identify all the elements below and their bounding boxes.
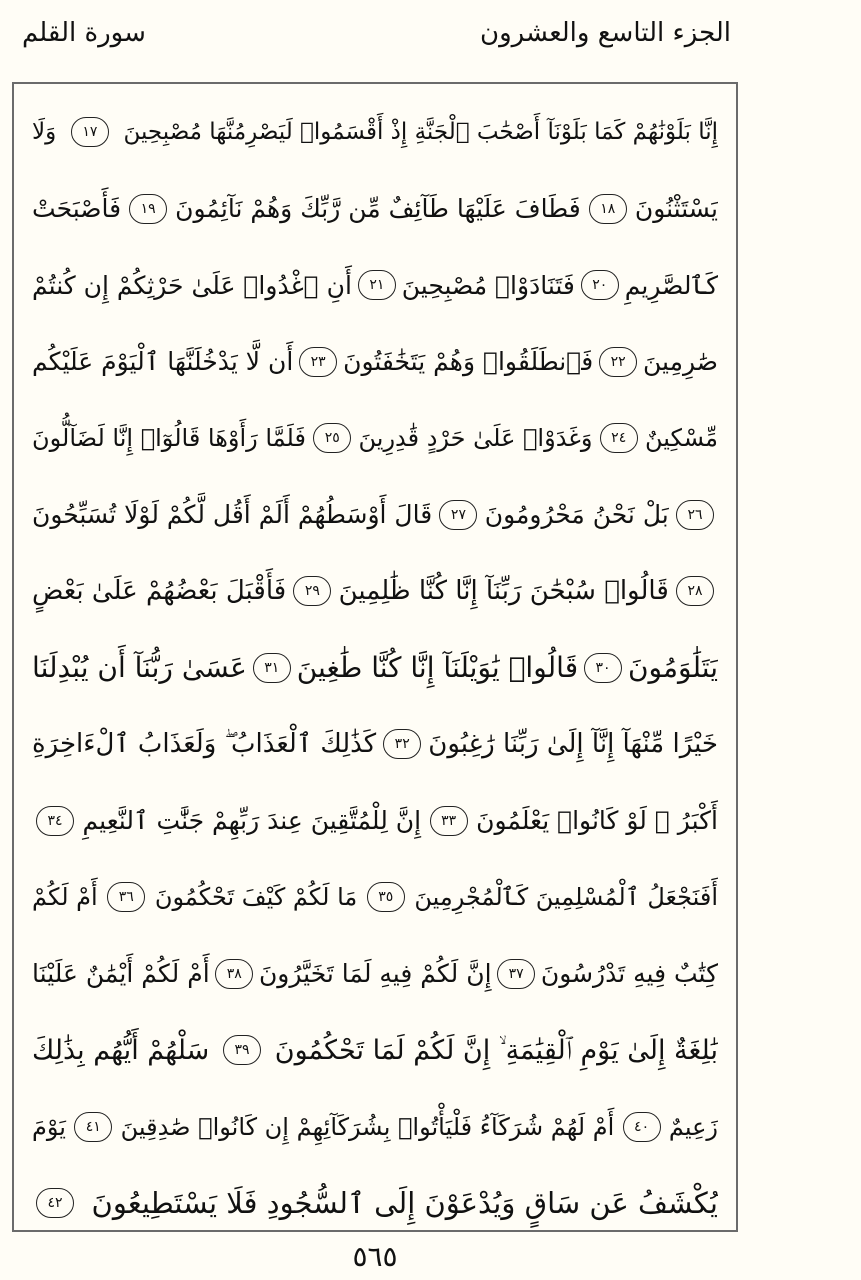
ayah-number-marker: ٢٠ bbox=[581, 270, 619, 300]
ayah-number-marker: ٢١ bbox=[358, 270, 396, 300]
verse-text: فَطَافَ عَلَيْهَا طَآئِفٌ مِّن رَّبِّكَ وَهُمْ نَآئِمُونَ bbox=[175, 194, 581, 224]
verse-text: صَٰرِمِينَ bbox=[643, 347, 718, 377]
ayah-number-marker: ٣٧ bbox=[497, 959, 535, 989]
ayah-number-marker: ٣٨ bbox=[215, 959, 253, 989]
ayah-number-marker: ٢٧ bbox=[439, 500, 477, 530]
verse-line bbox=[32, 1089, 718, 1166]
verse-text: وَغَدَوْا۟ عَلَىٰ حَرْدٍ قَٰدِرِينَ bbox=[358, 424, 593, 453]
ayah-number-marker: ٢٦ bbox=[676, 500, 714, 530]
ayah-number-marker: ٣٣ bbox=[430, 806, 468, 836]
verse-text: يَسْتَثْنُونَ bbox=[634, 194, 718, 224]
ayah-number-marker: ٣٤ bbox=[36, 806, 74, 836]
verse-text: يَتَلَٰوَمُونَ bbox=[627, 650, 718, 684]
verse-text: وَلَا bbox=[32, 118, 57, 145]
ayah-number-marker: ٢٢ bbox=[599, 347, 637, 377]
verse-text: كَذَٰلِكَ ٱلْعَذَابُ ۖ وَلَعَذَابُ ٱلْءَاخِرَةِ bbox=[32, 729, 377, 760]
verse-line bbox=[32, 706, 718, 783]
verse-line bbox=[32, 859, 718, 936]
verse-text: قَالُوا۟ سُبْحَٰنَ رَبِّنَآ إِنَّا كُنَّا ظَٰلِمِينَ bbox=[338, 576, 669, 607]
verse-text: إِنَّا بَلَوْنَٰهُمْ كَمَا بَلَوْنَآ أَصْحَٰبَ ٱلْجَنَّةِ إِذْ أَقْسَمُوا۟ لَيَصْرِمُنَّهَا مُصْبِحِينَ bbox=[123, 118, 718, 145]
verse-line bbox=[32, 247, 718, 324]
ayah-number-marker: ١٧ bbox=[71, 117, 109, 147]
verse-text: فَتَنَادَوْا۟ مُصْبِحِينَ bbox=[401, 270, 575, 300]
verse-text: فَأَصْبَحَتْ bbox=[32, 194, 122, 224]
verse-lines bbox=[32, 94, 718, 1220]
verse-line bbox=[32, 1012, 718, 1089]
verse-text: قَالُوا۟ يَٰوَيْلَنَآ إِنَّا كُنَّا طَٰغِينَ bbox=[296, 650, 579, 684]
ayah-number-marker: ٣٦ bbox=[107, 882, 145, 912]
ayah-number-marker: ٢٨ bbox=[676, 576, 714, 606]
verse-line bbox=[32, 553, 718, 630]
ayah-number-marker: ٣٢ bbox=[383, 729, 421, 759]
ayah-number-marker: ٣١ bbox=[253, 653, 291, 683]
ayah-number-marker: ٤٠ bbox=[623, 1112, 661, 1142]
juz-title: الجزء التاسع والعشرون bbox=[480, 18, 731, 48]
ayah-number-marker: ٣٩ bbox=[223, 1035, 261, 1065]
ayah-number-marker: ١٩ bbox=[129, 194, 167, 224]
verse-text: كِتَٰبٌ فِيهِ تَدْرُسُونَ bbox=[540, 959, 718, 989]
verse-text: فَأَقْبَلَ بَعْضُهُمْ عَلَىٰ بَعْضٍ bbox=[32, 576, 287, 607]
verse-text: أَمْ لَكُمْ bbox=[32, 883, 98, 912]
verse-text: سَلْهُمْ أَيُّهُم بِذَٰلِكَ bbox=[32, 1034, 210, 1066]
verse-line bbox=[32, 783, 718, 860]
ayah-number-marker: ٣٠ bbox=[584, 653, 622, 683]
verse-text: مَا لَكُمْ كَيْفَ تَحْكُمُونَ bbox=[154, 883, 358, 912]
verse-line bbox=[32, 171, 718, 248]
ayah-number-marker: ٤١ bbox=[74, 1112, 112, 1142]
verse-text: أَمْ لَكُمْ أَيْمَٰنٌ عَلَيْنَا bbox=[32, 959, 210, 989]
ayah-number-marker: ٢٥ bbox=[313, 423, 351, 453]
verse-text: زَعِيمٌ bbox=[668, 1112, 718, 1141]
ayah-number-marker: ٣٥ bbox=[367, 882, 405, 912]
verse-text: يُكْشَفُ عَن سَاقٍ وَيُدْعَوْنَ إِلَى ٱلسُّجُودِ فَلَا يَسْتَطِيعُونَ bbox=[91, 1185, 718, 1220]
verse-line bbox=[32, 324, 718, 401]
verse-line bbox=[32, 936, 718, 1013]
verse-text: يَوْمَ bbox=[32, 1112, 66, 1141]
verse-text: خَيْرًا مِّنْهَآ إِنَّآ إِلَىٰ رَبِّنَا رَٰغِبُونَ bbox=[428, 729, 718, 760]
quran-text-frame bbox=[12, 82, 738, 1232]
verse-text: عَسَىٰ رَبُّنَآ أَن يُبْدِلَنَا bbox=[32, 650, 247, 684]
verse-text: بَلْ نَحْنُ مَحْرُومُونَ bbox=[484, 500, 669, 530]
verse-text: فَٱنطَلَقُوا۟ وَهُمْ يَتَخَٰفَتُونَ bbox=[343, 347, 594, 377]
verse-text: قَالَ أَوْسَطُهُمْ أَلَمْ أَقُل لَّكُمْ لَوْلَا تُسَبِّحُونَ bbox=[32, 500, 433, 530]
verse-text: كَٱلصَّرِيمِ bbox=[624, 270, 718, 300]
verse-line bbox=[32, 477, 718, 554]
verse-text: إِنَّ لِلْمُتَّقِينَ عِندَ رَبِّهِمْ جَنَّٰتِ ٱلنَّعِيمِ bbox=[82, 806, 422, 836]
ayah-number-marker: ٢٣ bbox=[299, 347, 337, 377]
page-header bbox=[0, 0, 861, 80]
ayah-number-marker: ١٨ bbox=[589, 194, 627, 224]
verse-text: فَلَمَّا رَأَوْهَا قَالُوٓا۟ إِنَّا لَضَآلُّونَ bbox=[32, 424, 306, 453]
ayah-number-marker: ٢٩ bbox=[293, 576, 331, 606]
verse-text: إِنَّ لَكُمْ فِيهِ لَمَا تَخَيَّرُونَ bbox=[258, 959, 492, 989]
verse-line bbox=[32, 94, 718, 171]
verse-text: أَنِ ٱغْدُوا۟ عَلَىٰ حَرْثِكُمْ إِن كُنتُمْ bbox=[32, 270, 352, 300]
ayah-number-marker: ٢٤ bbox=[600, 423, 638, 453]
verse-line bbox=[32, 1165, 718, 1242]
verse-text: مِّسْكِينٌ bbox=[644, 424, 718, 453]
verse-text: أَفَنَجْعَلُ ٱلْمُسْلِمِينَ كَٱلْمُجْرِمِينَ bbox=[414, 883, 718, 912]
verse-text: بَٰلِغَةٌ إِلَىٰ يَوْمِ ٱلْقِيَٰمَةِ ۙ إِنَّ لَكُمْ لَمَا تَحْكُمُونَ bbox=[274, 1034, 718, 1066]
page-number: ٥٦٥ bbox=[352, 1240, 398, 1273]
verse-text: أَكْبَرُ ۚ لَوْ كَانُوا۟ يَعْلَمُونَ bbox=[476, 806, 718, 836]
verse-line bbox=[32, 630, 718, 707]
verse-text: أَن لَّا يَدْخُلَنَّهَا ٱلْيَوْمَ عَلَيْكُم bbox=[32, 347, 294, 377]
verse-text: أَمْ لَهُمْ شُرَكَآءُ فَلْيَأْتُوا۟ بِشُرَكَآئِهِمْ إِن كَانُوا۟ صَٰدِقِينَ bbox=[120, 1112, 615, 1141]
ayah-number-marker: ٤٢ bbox=[36, 1188, 74, 1218]
surah-name: سورة القلم bbox=[22, 18, 146, 48]
verse-line bbox=[32, 400, 718, 477]
